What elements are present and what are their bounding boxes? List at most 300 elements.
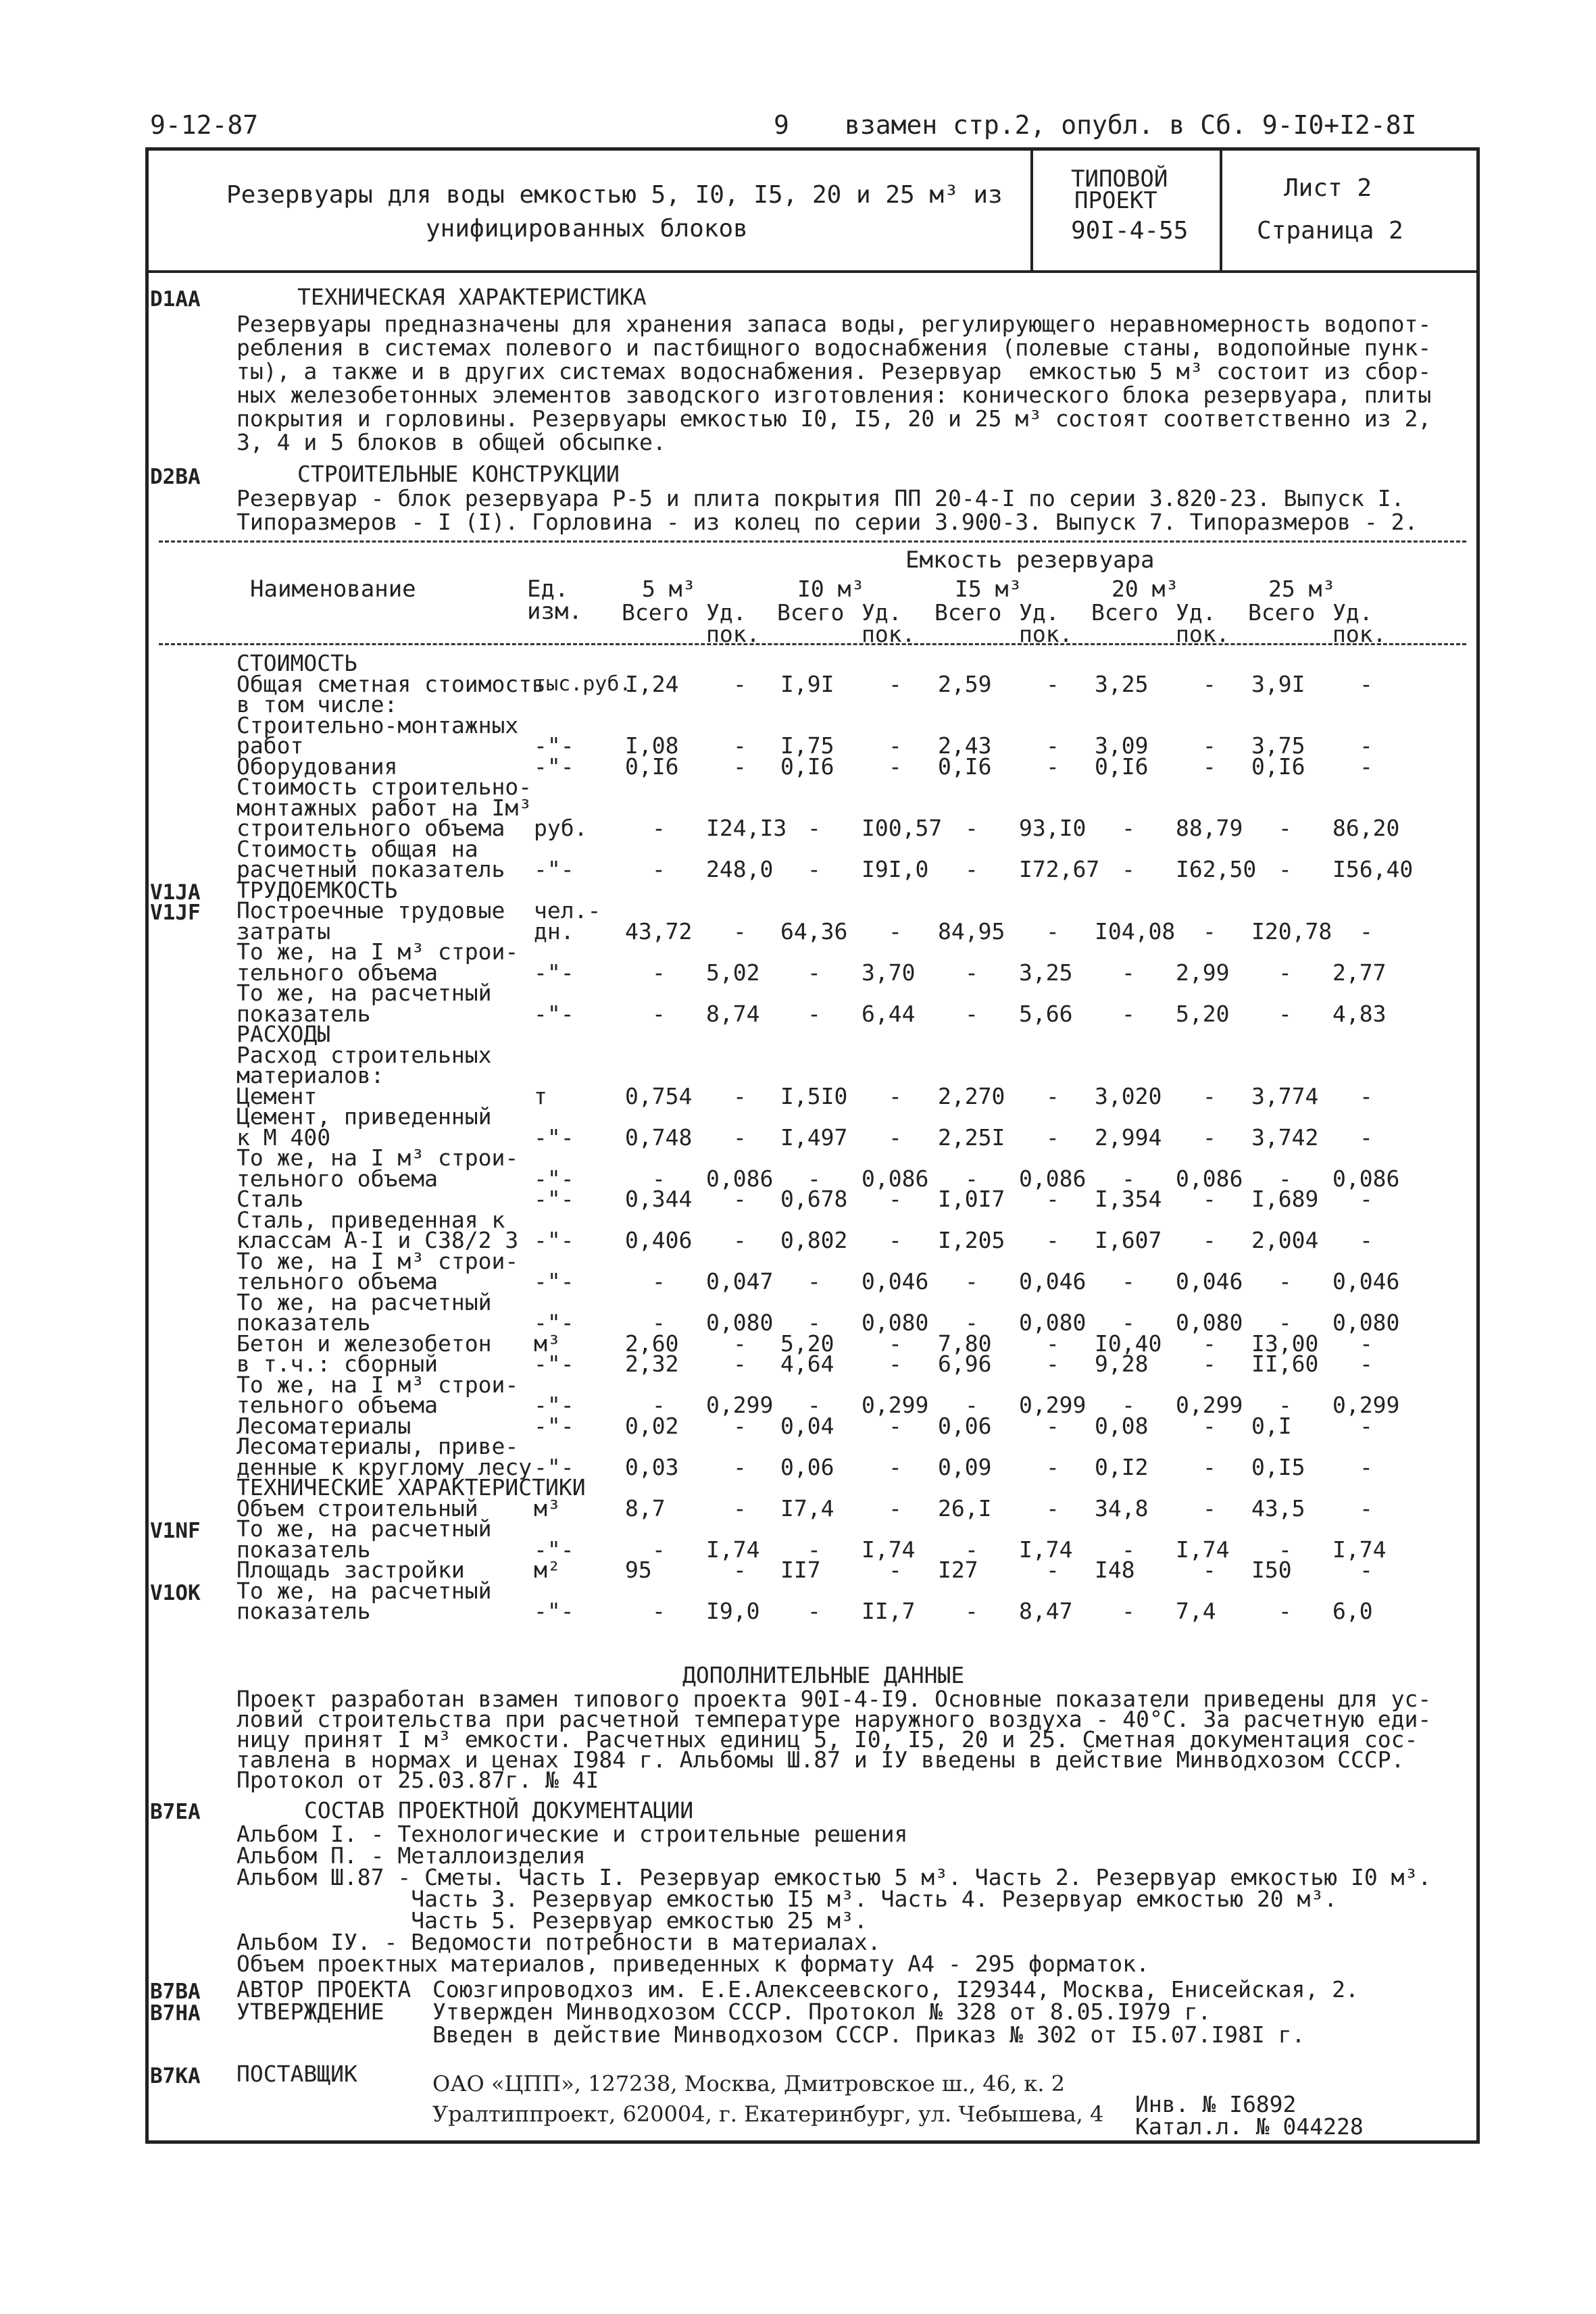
row-value: 0,I6 (1095, 753, 1149, 780)
row-value: 0,080 (1332, 1309, 1400, 1336)
row-value: 43,72 (625, 917, 693, 945)
row-value: - (1122, 1000, 1135, 1027)
row-name: СТОИМОСТЬ (236, 650, 357, 676)
row-value: - (807, 1165, 821, 1192)
row-value: - (1203, 1227, 1216, 1253)
tech-line: Резервуары предназначены для хранения запаса воды, регулирующего неравномерность водопот- (236, 311, 1432, 337)
tech-line: 3, 4 и 5 блоков в общей обсыпке. (236, 429, 666, 455)
row-value: - (1360, 917, 1373, 945)
row-value: - (889, 1412, 902, 1439)
row-value: 0,I (1251, 1412, 1292, 1439)
row-value: - (1278, 856, 1292, 882)
row-name: Расход строительных (236, 1041, 492, 1068)
header-type-line2: ПРОЕКТ (1074, 187, 1157, 214)
row-value: 4,83 (1332, 1000, 1387, 1027)
author-text: Союзгипроводхоз им. Е.Е.Алексеевского, I29344, Москва, Енисейская, 2. (432, 1976, 1359, 2003)
sub-header-spec: Уд. (1019, 599, 1059, 626)
row-value: - (1046, 1330, 1059, 1357)
row-unit: -"- (534, 1598, 574, 1624)
row-value: 0,046 (1019, 1268, 1087, 1294)
row-name: работ (236, 732, 304, 759)
row-value: - (1122, 815, 1135, 841)
row-value: 5,02 (706, 959, 760, 986)
row-value: 43,5 (1251, 1494, 1305, 1521)
row-value: 0,046 (862, 1268, 929, 1294)
tech-line: покрытия и горловины. Резервуары емкостью I0, I5, 20 и 25 м³ состоят соответственно из 2, (236, 405, 1432, 432)
row-value: I,9I (780, 670, 834, 697)
row-value: - (889, 1351, 902, 1377)
row-value: 3,70 (862, 959, 916, 986)
row-value: - (1278, 1000, 1292, 1027)
row-value: - (652, 1536, 666, 1563)
row-value: - (1203, 1494, 1216, 1521)
row-name: То же, на расчетный (236, 1515, 492, 1542)
row-value: 0,I6 (625, 753, 679, 780)
row-value: - (1046, 670, 1059, 697)
row-name: Построечные трудовые (236, 897, 505, 924)
row-value: 84,95 (938, 917, 1005, 945)
row-name: показатель (236, 1000, 371, 1027)
row-value: 8,47 (1019, 1598, 1073, 1624)
row-value: - (1046, 1412, 1059, 1439)
row-value: 2,32 (625, 1351, 679, 1377)
row-value: 3,09 (1095, 732, 1149, 759)
row-name: Цемент (236, 1082, 318, 1109)
row-value: I48 (1095, 1557, 1135, 1583)
row-value: I,74 (706, 1536, 760, 1563)
row-name: монтажных работ на Iм³ (236, 794, 532, 821)
row-unit: руб. (534, 815, 588, 841)
row-value: - (1360, 1494, 1373, 1521)
row-value: - (652, 1000, 666, 1027)
row-value: - (889, 1124, 902, 1151)
row-name: тельного объема (236, 959, 439, 986)
row-value: - (1203, 732, 1216, 759)
row-name: Общая сметная стоимость (236, 670, 545, 697)
row-value: - (1046, 1494, 1059, 1521)
row-value: - (1046, 1186, 1059, 1212)
row-value: - (807, 1000, 821, 1027)
row-unit: м³ (534, 1494, 561, 1521)
row-unit: м² (534, 1557, 561, 1583)
row-unit: -"- (534, 1000, 574, 1027)
row-value: - (1203, 1412, 1216, 1439)
row-unit: -"- (534, 1227, 574, 1253)
row-value: 0,I6 (1251, 753, 1305, 780)
row-value: I,497 (780, 1124, 848, 1151)
row-value: - (889, 1494, 902, 1521)
additional-line: ловий строительства при расчетной температуре наружного воздуха - 40°С. За расчетную еди- (236, 1706, 1432, 1732)
row-value: 0,02 (625, 1412, 679, 1439)
row-value: 5,66 (1019, 1000, 1073, 1027)
row-value: I62,50 (1176, 856, 1257, 882)
row-code: V1OK (150, 1580, 201, 1605)
row-name: Лесоматериалы (236, 1412, 412, 1439)
constr-line: Типоразмеров - I (I). Горловина - из колец по серии 3.900-3. Выпуск 7. Типоразмеров - 2. (236, 509, 1418, 535)
replaces-note: взамен стр.2, опубл. в Сб. 9-I0+I2-8I (845, 110, 1417, 140)
row-value: - (733, 753, 747, 780)
row-value: - (1046, 753, 1059, 780)
inventory-number: Инв. № I6892 (1135, 2091, 1297, 2117)
row-value: 0,080 (862, 1309, 929, 1336)
row-value: - (965, 1268, 978, 1294)
row-value: 3,75 (1251, 732, 1305, 759)
row-value: 0,04 (780, 1412, 834, 1439)
row-name: строительного объема (236, 815, 505, 841)
row-value: - (1046, 1124, 1059, 1151)
composition-line: Альбом П. - Металлоизделия (236, 1842, 586, 1869)
sub-header-spec2: пок. (1176, 621, 1230, 647)
row-value: 26,I (938, 1494, 992, 1521)
row-value: 0,299 (862, 1392, 929, 1418)
row-name: материалов: (236, 1062, 384, 1088)
composition-line: Альбом I. - Технологические и строительные решения (236, 1821, 908, 1847)
approval-label: УТВЕРЖДЕНИЕ (236, 1998, 384, 2025)
code-b7ka: B7KA (150, 2064, 201, 2088)
header-type-line1: ТИПОВОЙ (1071, 166, 1168, 193)
row-value: 0,086 (1019, 1165, 1087, 1192)
row-value: - (1278, 1268, 1292, 1294)
row-value: 7,80 (938, 1330, 992, 1357)
row-value: 2,004 (1251, 1227, 1319, 1253)
row-value: - (1122, 959, 1135, 986)
row-unit: -"- (534, 959, 574, 986)
row-value: - (1360, 670, 1373, 697)
unit-header-1: Ед. (527, 576, 569, 603)
row-value: 5,20 (1176, 1000, 1230, 1027)
additional-line: Проект разработан взамен типового проекта 90I-4-I9. Основные показатели приведены для ус- (236, 1686, 1432, 1712)
row-value: - (889, 1330, 902, 1357)
row-value: I,205 (938, 1227, 1005, 1253)
row-name: То же, на I м³ строи- (236, 1145, 519, 1171)
row-value: 3,020 (1095, 1082, 1162, 1109)
constr-heading: СТРОИТЕЛЬНЫЕ КОНСТРУКЦИИ (297, 461, 620, 487)
row-value: - (807, 1598, 821, 1624)
row-value: - (807, 815, 821, 841)
additional-line: тавлена в нормах и ценах I984 г. Альбомы Ш.87 и IУ введены в действие Минводхозом СССР. (236, 1746, 1405, 1773)
row-value: - (807, 959, 821, 986)
row-value: - (889, 732, 902, 759)
row-unit: -"- (534, 1165, 574, 1192)
tech-line: ребления в системах полевого и пастбищного водоснабжения (полевые станы, водопойные пунк- (236, 334, 1432, 361)
row-value: 2,99 (1176, 959, 1230, 986)
row-value: - (807, 1309, 821, 1336)
row-value: 34,8 (1095, 1494, 1149, 1521)
row-value: 0,086 (862, 1165, 929, 1192)
row-name: Бетон и железобетон (236, 1330, 492, 1357)
row-name: Сталь (236, 1186, 304, 1212)
row-value: - (1278, 815, 1292, 841)
row-name: показатель (236, 1598, 371, 1624)
row-unit: -"- (534, 1392, 574, 1418)
row-value: - (965, 815, 978, 841)
row-value: - (733, 1412, 747, 1439)
row-value: - (733, 670, 747, 697)
row-value: - (652, 815, 666, 841)
catalog-number: Катал.л. № 044228 (1135, 2113, 1364, 2140)
row-value: - (1360, 1351, 1373, 1377)
row-value: - (1360, 1453, 1373, 1480)
doc-date: 9-12-87 (150, 110, 259, 140)
constr-line: Резервуар - блок резервуара Р-5 и плита покрытия ПП 20-4-I по серии 3.820-23. Выпуск I. (236, 485, 1405, 511)
approval-line2: Введен в действие Минводхозом СССР. Приказ № 302 от I5.07.I98I г. (432, 2021, 1305, 2048)
code-b7ha: B7HA (150, 2001, 201, 2026)
row-value: 0,086 (1332, 1165, 1400, 1192)
row-value: 7,4 (1176, 1598, 1216, 1624)
row-value: - (807, 1392, 821, 1418)
row-name: РАСХОДЫ (236, 1021, 331, 1047)
row-value: - (652, 1268, 666, 1294)
row-value: 5,20 (780, 1330, 834, 1357)
row-name: в т.ч.: сборный (236, 1351, 439, 1377)
row-name: к М 400 (236, 1124, 331, 1151)
row-value: 0,080 (1019, 1309, 1087, 1336)
header-divider-1 (1030, 147, 1033, 273)
row-value: - (1122, 1392, 1135, 1418)
row-value: 0,03 (625, 1453, 679, 1480)
row-unit: -"- (534, 1124, 574, 1151)
row-value: 2,994 (1095, 1124, 1162, 1151)
row-value: 6,44 (862, 1000, 916, 1027)
row-value: - (889, 1082, 902, 1109)
row-value: 3,9I (1251, 670, 1305, 697)
row-value: 0,06 (780, 1453, 834, 1480)
row-name: То же, на расчетный (236, 1577, 492, 1604)
code-b7ea: B7EA (150, 1800, 201, 1824)
row-value: - (733, 1494, 747, 1521)
row-value: - (807, 1268, 821, 1294)
row-name: То же, на расчетный (236, 1288, 492, 1315)
row-value: - (1203, 1124, 1216, 1151)
row-value: - (1278, 1536, 1292, 1563)
sub-header-spec: Уд. (862, 599, 902, 626)
row-value: - (733, 1227, 747, 1253)
sub-header-total: Всего (622, 599, 689, 626)
row-value: II7 (780, 1557, 821, 1583)
volume-header: 20 м³ (1112, 576, 1179, 602)
volume-header: 25 м³ (1268, 576, 1336, 602)
project-code: 90I-4-55 (1071, 217, 1189, 245)
row-value: 0,I2 (1095, 1453, 1149, 1480)
row-value: 4,64 (780, 1351, 834, 1377)
row-value: 0,299 (1176, 1392, 1243, 1418)
row-value: - (1360, 1186, 1373, 1212)
row-unit: -"- (534, 1412, 574, 1439)
row-value: - (1122, 1309, 1135, 1336)
row-unit: -"- (534, 1453, 574, 1480)
row-name: тельного объема (236, 1392, 439, 1418)
row-value: I04,08 (1095, 917, 1176, 945)
row-value: - (807, 856, 821, 882)
supplier-line2: Уралтиппроект, 620004, г. Екатеринбург, ул. Чебышева, 4 (432, 2101, 1104, 2127)
row-unit: -"- (534, 1186, 574, 1212)
row-value: I24,I3 (706, 815, 787, 841)
row-value: - (733, 1453, 747, 1480)
row-value: - (889, 917, 902, 945)
row-unit: -"- (534, 856, 574, 882)
additional-heading: ДОПОЛНИТЕЛЬНЫЕ ДАННЫЕ (682, 1662, 965, 1688)
code-d1aa: D1AA (150, 287, 201, 311)
row-value: 0,299 (1019, 1392, 1087, 1418)
row-value: - (965, 856, 978, 882)
row-value: - (889, 1453, 902, 1480)
row-value: 86,20 (1332, 815, 1400, 841)
row-name: показатель (236, 1536, 371, 1563)
row-unit: м³ (534, 1330, 561, 1357)
row-value: - (1278, 959, 1292, 986)
tech-heading: ТЕХНИЧЕСКАЯ ХАРАКТЕРИСТИКА (297, 284, 647, 310)
row-value: - (1203, 1330, 1216, 1357)
sub-header-total: Всего (1091, 599, 1159, 626)
row-value: 0,I6 (938, 753, 992, 780)
row-value: - (1046, 1453, 1059, 1480)
row-value: - (652, 856, 666, 882)
supplier-line1: ОАО «ЦПП», 127238, Москва, Дмитровское ш., 46, к. 2 (432, 2071, 1066, 2096)
row-value: - (652, 959, 666, 986)
row-value: - (1203, 1082, 1216, 1109)
row-name: То же, на расчетный (236, 980, 492, 1006)
row-value: I,74 (1176, 1536, 1230, 1563)
row-unit: -"- (534, 753, 574, 780)
row-value: - (1046, 1351, 1059, 1377)
tech-line: ных железобетонных элементов заводского изготовления: конического блока резервуара, плиты (236, 382, 1432, 408)
row-name: ТРУДОЕМКОСТЬ (236, 876, 398, 903)
sub-header-spec2: пок. (862, 621, 916, 647)
row-value: - (1360, 1227, 1373, 1253)
row-value: 0,406 (625, 1227, 693, 1253)
tech-line: ты), а также и в других системах водоснабжения. Резервуар емкостью 5 м³ состоит из сбор- (236, 358, 1432, 384)
row-value: - (965, 959, 978, 986)
row-value: - (1360, 1082, 1373, 1109)
row-value: I9,0 (706, 1598, 760, 1624)
row-value: - (889, 1557, 902, 1583)
row-value: I,24 (625, 670, 679, 697)
sheet-label: Лист 2 (1284, 174, 1372, 202)
row-value: - (1360, 1330, 1373, 1357)
row-value: 8,7 (625, 1494, 666, 1521)
composition-line: Часть 3. Резервуар емкостью I5 м³. Часть 4. Резервуар емкостью 20 м³. (236, 1886, 1338, 1912)
row-value: I0,40 (1095, 1330, 1162, 1357)
sub-header-total: Всего (1248, 599, 1316, 626)
row-value: I,0I7 (938, 1186, 1005, 1212)
row-value: - (1360, 1557, 1373, 1583)
row-value: I,689 (1251, 1186, 1319, 1212)
row-name: в том числе: (236, 691, 398, 718)
dash-separator-1 (159, 540, 1466, 543)
row-name: Лесоматериалы, приве- (236, 1433, 519, 1459)
row-value: - (1360, 1412, 1373, 1439)
row-value: II,7 (862, 1598, 916, 1624)
code-b7ba: B7BA (150, 1980, 201, 2004)
row-value: 3,25 (1095, 670, 1149, 697)
row-name: То же, на I м³ строи- (236, 1371, 519, 1398)
row-value: 9,28 (1095, 1351, 1149, 1377)
additional-line: ницу принят I м³ емкости. Расчетных единиц 5, I0, I5, 20 и 25. Сметная документация сос- (236, 1726, 1418, 1753)
row-value: - (1046, 1082, 1059, 1109)
row-value: - (1278, 1165, 1292, 1192)
sub-header-spec2: пок. (1332, 621, 1387, 647)
capacity-title: Емкость резервуара (905, 547, 1155, 574)
row-value: - (1360, 1124, 1373, 1151)
row-value: 248,0 (706, 856, 774, 882)
row-name: То же, на I м³ строи- (236, 938, 519, 965)
row-value: 3,25 (1019, 959, 1073, 986)
row-value: 0,748 (625, 1124, 693, 1151)
row-unit: -"- (534, 1536, 574, 1563)
composition-line: Альбом IУ. - Ведомости потребности в материалах. (236, 1929, 881, 1955)
row-value: - (733, 1186, 747, 1212)
name-header: Наименование (250, 576, 416, 603)
volume-header: I5 м³ (955, 576, 1022, 602)
row-value: 88,79 (1176, 815, 1243, 841)
row-value: I,5I0 (780, 1082, 848, 1109)
row-value: - (733, 1124, 747, 1151)
row-value: - (1360, 732, 1373, 759)
row-value: 2,43 (938, 732, 992, 759)
row-name: показатель (236, 1309, 371, 1336)
row-value: - (807, 1536, 821, 1563)
row-value: - (1046, 1227, 1059, 1253)
unit-header-2: изм. (527, 598, 582, 625)
sub-header-total: Всего (777, 599, 845, 626)
row-name: расчетный показатель (236, 856, 505, 882)
row-value: I,74 (1332, 1536, 1387, 1563)
row-value: - (1360, 753, 1373, 780)
row-value: 0,09 (938, 1453, 992, 1480)
row-value: I9I,0 (862, 856, 929, 882)
row-value: - (889, 753, 902, 780)
page-number: 9 (774, 110, 789, 140)
row-value: - (733, 1351, 747, 1377)
row-value: I,75 (780, 732, 834, 759)
code-d2ba: D2BA (150, 465, 201, 489)
row-value: - (965, 1598, 978, 1624)
row-value: I,74 (862, 1536, 916, 1563)
row-value: - (1278, 1392, 1292, 1418)
row-value: I,08 (625, 732, 679, 759)
row-value: II,60 (1251, 1351, 1319, 1377)
row-unit: тыс.руб. (534, 672, 632, 696)
row-value: I3,00 (1251, 1330, 1319, 1357)
row-value: 0,086 (1176, 1165, 1243, 1192)
row-value: 3,774 (1251, 1082, 1319, 1109)
row-name: Оборудования (236, 753, 398, 780)
row-value: 0,299 (706, 1392, 774, 1418)
sub-header-spec2: пок. (706, 621, 760, 647)
row-name: Площадь застройки (236, 1557, 465, 1583)
row-value: I00,57 (862, 815, 943, 841)
composition-heading: СОСТАВ ПРОЕКТНОЙ ДОКУМЕНТАЦИИ (304, 1797, 694, 1823)
row-value: I27 (938, 1557, 978, 1583)
header-divider-2 (1220, 147, 1222, 273)
row-value: 0,080 (1176, 1309, 1243, 1336)
row-unit: т (534, 1082, 547, 1109)
row-value: I50 (1251, 1557, 1292, 1583)
row-value: - (733, 1330, 747, 1357)
row-value: - (1278, 1598, 1292, 1624)
row-value: 0,046 (1176, 1268, 1243, 1294)
row-value: 0,344 (625, 1186, 693, 1212)
row-name: Строительно-монтажных (236, 711, 519, 738)
row-value: I7,4 (780, 1494, 834, 1521)
row-value: 2,77 (1332, 959, 1387, 986)
row-name: классам А-I и С38/2 3 (236, 1227, 519, 1253)
row-name: затраты (236, 917, 331, 945)
row-value: - (652, 1165, 666, 1192)
dash-separator-2 (159, 643, 1466, 645)
row-value: - (1203, 753, 1216, 780)
row-value: - (733, 1557, 747, 1583)
